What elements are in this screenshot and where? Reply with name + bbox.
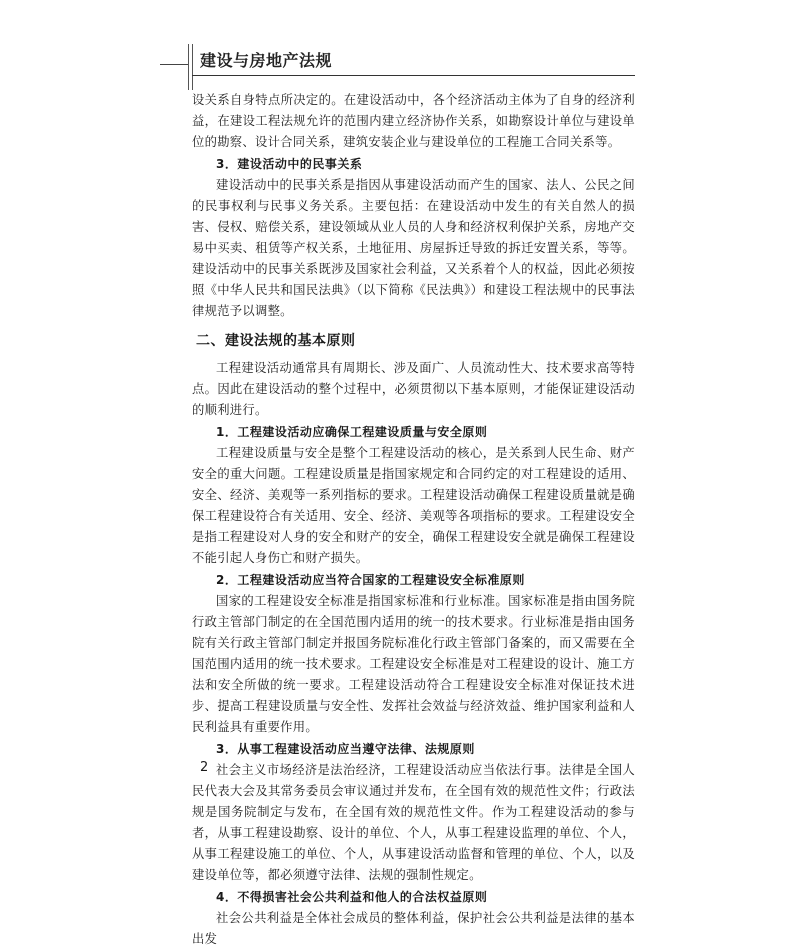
subsection-heading: 4．不得损害社会公共利益和他人的合法权益原则 (216, 890, 488, 904)
body-paragraph: 工程建设质量与安全是整个工程建设活动的核心，是关系到人民生命、财产安全的重大问题。工程建设质量是指国家规定和合同约定的对工程建设的适用、安全、经济、美观等一系列指标的要求。工程建设活动确保工程建设质量就是确保工程建设符合有关适用、安全、经济、美观等各项指标的要求。工程建设安全是指工程建设对人身的安全和财产的安全，确保工程建设安全就是确保工程建设不能引起人身伤亡和财产损失。 (192, 446, 635, 565)
body-paragraph: 工程建设活动通常具有周期长、涉及面广、人员流动性大、技术要求高等特点。因此在建设活动的整个过程中，必须贯彻以下基本原则，才能保证建设活动的顺利进行。 (192, 361, 635, 417)
body-paragraph: 建设活动中的民事关系是指因从事建设活动而产生的国家、法人、公民之间的民事权利与民事义务关系。主要包括：在建设活动中发生的有关自然人的损害、侵权、赔偿关系，建设领域从业人员的人身和经济权利保护关系，房地产交易中买卖、租赁等产权关系，土地征用、房屋拆迁导致的拆迁安置关系，等等。建设活动中的民事关系既涉及国家社会利益，又关系着个人的权益，因此必须按照《中华人民共和国民法典》（以下简称《民法典》）和建设工程法规中的民事法律规范予以调整。 (192, 178, 635, 318)
header-vertical-bar-inner (192, 44, 193, 90)
subsection-heading: 2．工程建设活动应当符合国家的工程建设安全标准原则 (216, 573, 525, 587)
header-vertical-bar (188, 44, 189, 90)
body-paragraph: 设关系自身特点所决定的。在建设活动中，各个经济活动主体为了自身的经济利益，在建设工程法规允许的范围内建立经济协作关系，如勘察设计单位与建设单位的勘察、设计合同关系，建筑安装企业与建设单位的工程施工合同关系等。 (192, 93, 635, 149)
running-header (0, 0, 800, 90)
header-left-rule (160, 64, 188, 65)
body-paragraph: 国家的工程建设安全标准是指国家标准和行业标准。国家标准是指由国务院行政主管部门制定的在全国范围内适用的统一的技术要求。行业标准是指由国务院有关行政主管部门制定并报国务院标准化行政主管部门备案的，而又需要在全国范围内适用的统一技术要求。工程建设安全标准是对工程建设的设计、施工方法和安全所做的统一要求。工程建设活动符合工程建设安全标准对保证技术进步、提高工程建设质量与安全性、发挥社会效益与经济效益、维护国家利益和人民利益具有重要作用。 (192, 594, 635, 734)
page-body (192, 90, 635, 950)
running-header-title: 建设与房地产法规 (200, 51, 333, 70)
page-number: 2 (200, 760, 209, 775)
subsection-heading: 1．工程建设活动应确保工程建设质量与安全原则 (216, 425, 488, 439)
body-paragraph: 社会公共利益是全体社会成员的整体利益，保护社会公共利益是法律的基本出发 (192, 911, 635, 946)
header-underline (192, 75, 635, 76)
subsection-heading: 3．建设活动中的民事关系 (216, 157, 363, 171)
section-heading: 二、建设法规的基本原则 (196, 333, 356, 349)
body-paragraph: 社会主义市场经济是法治经济，工程建设活动应当依法行事。法律是全国人民代表大会及其常务委员会审议通过并发布，在全国有效的规范性文件；行政法规是国务院制定与发布，在全国有效的规范性文件。作为工程建设活动的参与者，从事工程建设勘察、设计的单位、个人，从事工程建设监理的单位、个人，从事工程建设施工的单位、个人，从事建设活动监督和管理的单位、个人，以及建设单位等，都必须遵守法律、法规的强制性规定。 (192, 763, 635, 882)
subsection-heading: 3．从事工程建设活动应当遵守法律、法规原则 (216, 742, 475, 756)
